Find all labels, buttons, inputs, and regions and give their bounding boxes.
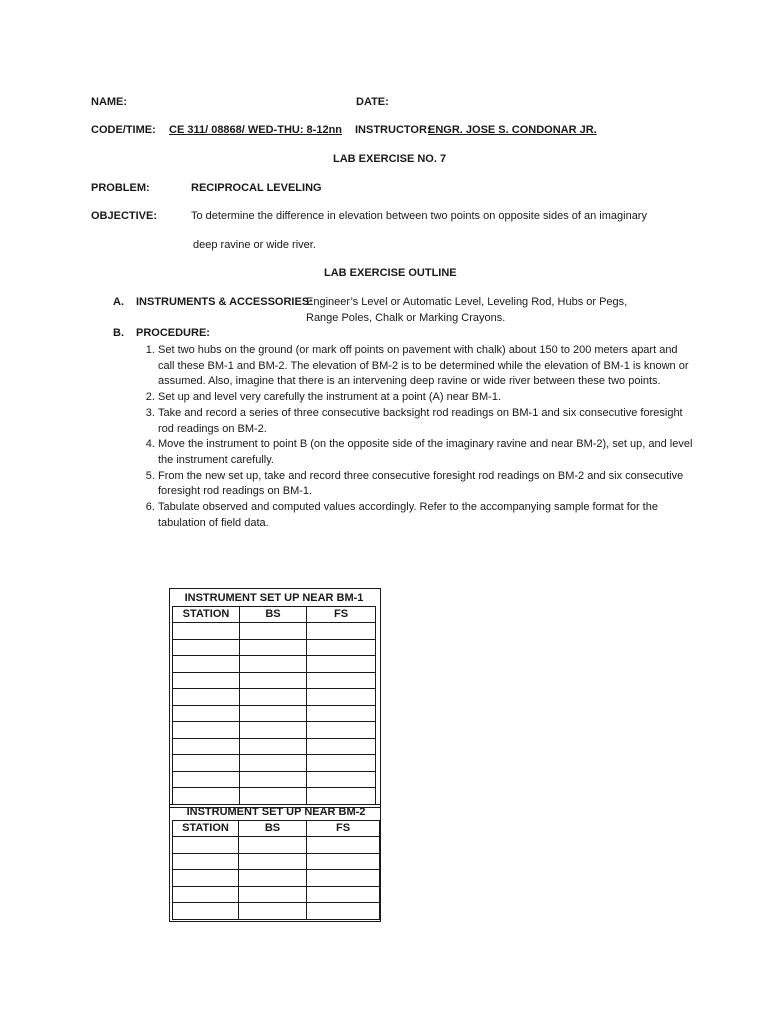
procedure-list xyxy=(136,343,696,531)
code-value: CE 311/ 08868/ WED-THU: 8-12nn xyxy=(169,124,343,136)
table-bm1-header-station: STATION xyxy=(173,606,240,623)
table-bm1-cell xyxy=(307,656,376,673)
table-bm1-row xyxy=(173,623,376,640)
section-a-marker: A. xyxy=(113,296,124,308)
table-bm1-row xyxy=(173,788,376,805)
table-bm1-row xyxy=(173,656,376,673)
exercise-title: LAB EXERCISE NO. 7 xyxy=(333,153,447,165)
table-bm1-cell xyxy=(307,705,376,722)
table-bm2-cell xyxy=(239,886,307,903)
table-bm2-title: INSTRUMENT SET UP NEAR BM-2 xyxy=(186,805,366,818)
table-bm2-cell xyxy=(307,837,380,854)
table-bm2-cell xyxy=(239,837,307,854)
table-bm1-cell xyxy=(307,689,376,706)
table-bm1 xyxy=(172,590,376,805)
table-bm2 xyxy=(172,804,380,920)
table-bm2-cell xyxy=(239,853,307,870)
table-bm1-row xyxy=(173,705,376,722)
table-bm1-cell xyxy=(173,788,240,805)
table-bm1-row xyxy=(173,738,376,755)
table-bm2-header-fs: FS xyxy=(307,820,380,837)
instruments-line-1: Engineer’s Level or Automatic Level, Leveling Rod, Hubs or Pegs, xyxy=(306,296,628,308)
table-bm1-row xyxy=(173,639,376,656)
table-bm1-cell xyxy=(307,771,376,788)
table-bm2-header-station: STATION xyxy=(173,820,239,837)
table-bm2-cell xyxy=(239,870,307,887)
instruments-line-2: Range Poles, Chalk or Marking Crayons. xyxy=(306,312,506,324)
table-bm2-row xyxy=(173,837,380,854)
date-label: DATE: xyxy=(356,96,389,108)
procedure-step: 3. Take and record a series of three consecutive backsight rod readings on BM-1 and six consecutive foresight rod readings on BM-2. xyxy=(158,406,696,437)
table-bm1-cell xyxy=(240,771,307,788)
instructor-value: ENGR. JOSE S. CONDONAR JR. xyxy=(428,124,597,136)
table-bm1-cell xyxy=(240,689,307,706)
table-bm1-row xyxy=(173,672,376,689)
objective-line-1: To determine the difference in elevation between two points on opposite sides of an imaginary xyxy=(191,210,647,222)
table-bm2-row xyxy=(173,870,380,887)
code-label: CODE/TIME: xyxy=(91,124,156,136)
table-bm1-title: INSTRUMENT SET UP NEAR BM-1 xyxy=(184,591,364,604)
table-bm1-cell xyxy=(307,755,376,772)
instruments-label: INSTRUMENTS & ACCESSORIES: xyxy=(136,296,313,308)
table-bm2-row xyxy=(173,853,380,870)
table-bm2-row xyxy=(173,903,380,920)
table-bm1-cell xyxy=(173,755,240,772)
table-bm2-cell xyxy=(173,837,239,854)
procedure-step: 1. Set two hubs on the ground (or mark off points on pavement with chalk) about 150 to 200 meters apart and call these BM-1 and BM-2. The elevation of BM-2 is to be determined while the elevation of BM-1 is known or assumed. Also, imagine that there is an intervening deep ravine or wide river between these two points. xyxy=(158,343,696,390)
table-bm2-cell xyxy=(307,870,380,887)
table-bm1-row xyxy=(173,771,376,788)
table-bm2-cell xyxy=(173,870,239,887)
table-bm2-header-bs: BS xyxy=(239,820,307,837)
table-bm2-cell xyxy=(307,886,380,903)
table-bm2-cell xyxy=(173,886,239,903)
table-bm1-row xyxy=(173,755,376,772)
table-bm1-cell xyxy=(307,722,376,739)
table-bm1-cell xyxy=(173,738,240,755)
table-bm1-cell xyxy=(173,639,240,656)
table-bm2-row xyxy=(173,886,380,903)
table-bm1-cell xyxy=(240,755,307,772)
table-bm1-cell xyxy=(307,672,376,689)
section-b-marker: B. xyxy=(113,327,124,339)
table-bm1-header-fs: FS xyxy=(307,606,376,623)
table-bm1-header-bs: BS xyxy=(240,606,307,623)
procedure-step: 2. Set up and level very carefully the instrument at a point (A) near BM-1. xyxy=(158,390,696,406)
procedure-label: PROCEDURE: xyxy=(136,327,210,339)
objective-label: OBJECTIVE: xyxy=(91,210,158,222)
table-bm1-cell xyxy=(240,722,307,739)
table-bm1-cell xyxy=(173,672,240,689)
table-bm2-cell xyxy=(173,853,239,870)
table-bm1-cell xyxy=(240,738,307,755)
problem-label: PROBLEM: xyxy=(91,182,150,194)
table-bm1-cell xyxy=(240,623,307,640)
table-bm1-cell xyxy=(240,672,307,689)
table-bm1-cell xyxy=(307,623,376,640)
table-bm1-cell xyxy=(173,771,240,788)
table-bm1-cell xyxy=(307,738,376,755)
outline-title: LAB EXERCISE OUTLINE xyxy=(324,267,457,279)
table-bm1-row xyxy=(173,722,376,739)
table-bm1-cell xyxy=(307,788,376,805)
table-bm1-cell xyxy=(173,722,240,739)
table-bm1-cell xyxy=(240,656,307,673)
procedure-step: 4. Move the instrument to point B (on the opposite side of the imaginary ravine and near BM-2), set up, and level the instrument carefully. xyxy=(158,437,696,468)
table-bm1-cell xyxy=(307,639,376,656)
problem-value: RECIPROCAL LEVELING xyxy=(191,182,322,194)
procedure-step: 6. Tabulate observed and computed values accordingly. Refer to the accompanying sample format for the tabulation of field data. xyxy=(158,500,696,531)
table-bm1-cell xyxy=(173,705,240,722)
table-bm1-cell xyxy=(240,788,307,805)
procedure-step: 5. From the new set up, take and record three consecutive foresight rod readings on BM-2 and six consecutive foresight rod readings on BM-1. xyxy=(158,469,696,500)
table-bm1-cell xyxy=(173,689,240,706)
table-bm2-cell xyxy=(239,903,307,920)
table-bm2-cell xyxy=(307,903,380,920)
instructor-label: INSTRUCTOR: xyxy=(355,124,431,136)
table-bm1-row xyxy=(173,689,376,706)
table-bm1-cell xyxy=(240,639,307,656)
table-bm1-cell xyxy=(173,623,240,640)
name-label: NAME: xyxy=(91,96,128,108)
table-bm1-cell xyxy=(173,656,240,673)
table-bm2-cell xyxy=(307,853,380,870)
objective-line-2: deep ravine or wide river. xyxy=(193,239,316,251)
table-bm2-cell xyxy=(173,903,239,920)
table-bm1-cell xyxy=(240,705,307,722)
